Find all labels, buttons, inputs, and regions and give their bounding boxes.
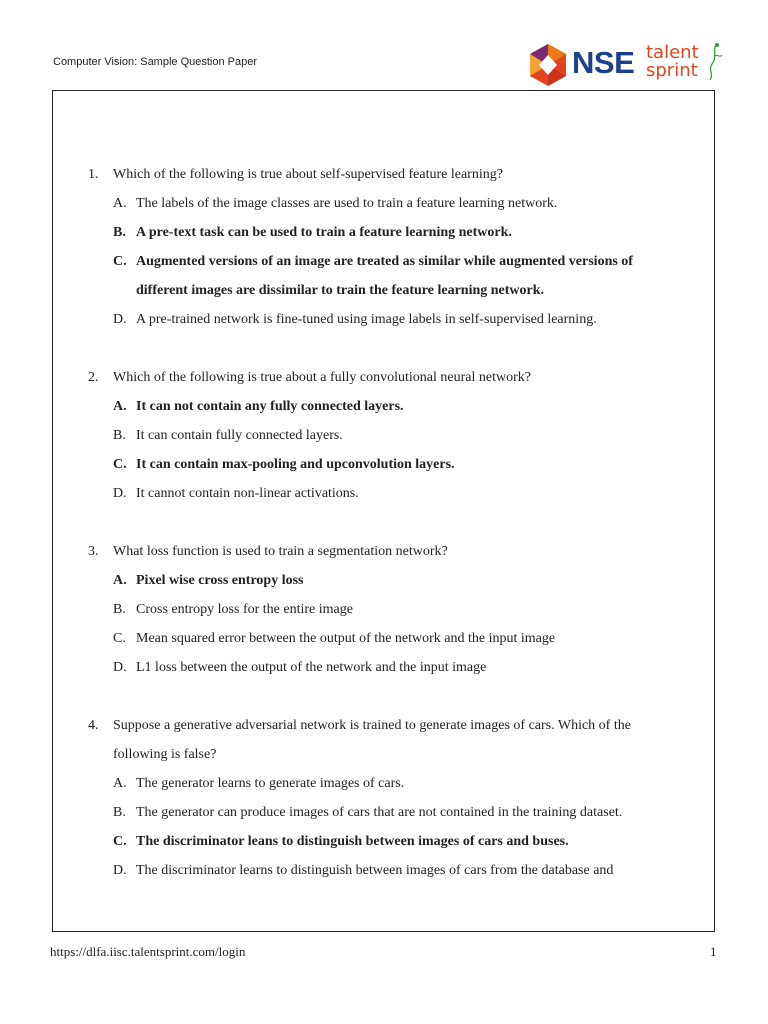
answer-option [88,798,688,827]
option-letter: A. [113,776,127,791]
option-text: Mean squared error between the output of the network and the input image [136,631,556,646]
nse-talentsprint-logo [524,42,724,88]
option-text: Pixel wise cross entropy loss [136,573,304,588]
answer-option [88,450,688,479]
question-stem [88,363,688,392]
answer-option [88,479,688,508]
question-3 [88,537,688,682]
answer-option [88,624,688,653]
question-stem [88,711,688,769]
question-1 [88,160,688,334]
option-text: The discriminator leans to distinguish between images of cars and buses. [136,834,569,849]
option-text: It can contain fully connected layers. [136,428,343,443]
logo-sprint-text: sprint [646,60,698,81]
runner-figure-icon [704,42,724,82]
option-text: It cannot contain non-linear activations. [136,486,359,501]
option-letter: B. [113,428,126,443]
question-4 [88,711,688,885]
option-text: The generator can produce images of cars that are not contained in the training dataset. [136,805,623,820]
option-text: The labels of the image classes are used to train a feature learning network. [136,196,558,211]
logo-brand-text: NSE [572,45,635,80]
answer-option [88,769,688,798]
answer-option [88,595,688,624]
option-text: A pre-trained network is fine-tuned using image labels in self-supervised learning. [136,312,597,327]
option-letter: B. [113,602,126,617]
option-letter: D. [113,863,127,878]
option-letter: C. [113,631,126,646]
option-letter: D. [113,486,127,501]
option-letter: A. [113,196,127,211]
option-text: The generator learns to generate images of cars. [136,776,405,791]
question-stem [88,537,688,566]
option-letter: A. [113,573,127,588]
question-number: 2. [88,370,99,385]
question-number: 1. [88,167,99,182]
answer-option [88,305,688,334]
option-letter: B. [113,225,126,240]
option-letter: A. [113,399,127,414]
answer-option [88,653,688,682]
nse-hexagon-emblem-icon [526,43,570,87]
option-text: A pre-text task can be used to train a feature learning network. [136,225,512,240]
option-letter: D. [113,312,127,327]
option-letter: D. [113,660,127,675]
option-letter: B. [113,805,126,820]
answer-option [88,189,688,218]
question-text: Which of the following is true about self-supervised feature learning? [113,167,503,182]
footer-url: https://dlfa.iisc.talentsprint.com/login [50,944,246,959]
question-text: What loss function is used to train a segmentation network? [113,544,448,559]
question-stem [88,160,688,189]
answer-option [88,827,688,856]
option-text: The discriminator learns to distinguish between images of cars from the database and [136,863,614,878]
answer-option [88,392,688,421]
question-list [88,160,688,914]
answer-option [88,218,688,247]
answer-option [88,566,688,595]
option-text: It can contain max-pooling and upconvolution layers. [136,457,455,472]
option-letter: C. [113,457,127,472]
answer-option [88,856,688,885]
question-text: Which of the following is true about a fully convolutional neural network? [113,370,531,385]
footer-page-number: 1 [710,944,717,959]
option-letter: C. [113,834,127,849]
question-number: 4. [88,718,99,733]
document-header-title: Computer Vision: Sample Question Paper [53,56,258,68]
option-text: It can not contain any fully connected layers. [136,399,404,414]
question-2 [88,363,688,508]
answer-option [88,247,688,305]
option-text: Augmented versions of an image are treated as similar while augmented versions of different images are dissimilar to train the feature learning network. [136,254,633,298]
question-text: Suppose a generative adversarial network is trained to generate images of cars. Which of the following is false? [113,718,631,762]
option-letter: C. [113,254,127,269]
answer-option [88,421,688,450]
option-text: L1 loss between the output of the network and the input image [136,660,487,675]
question-number: 3. [88,544,99,559]
logo-talent-text: talent [646,42,699,63]
option-text: Cross entropy loss for the entire image [136,602,353,617]
